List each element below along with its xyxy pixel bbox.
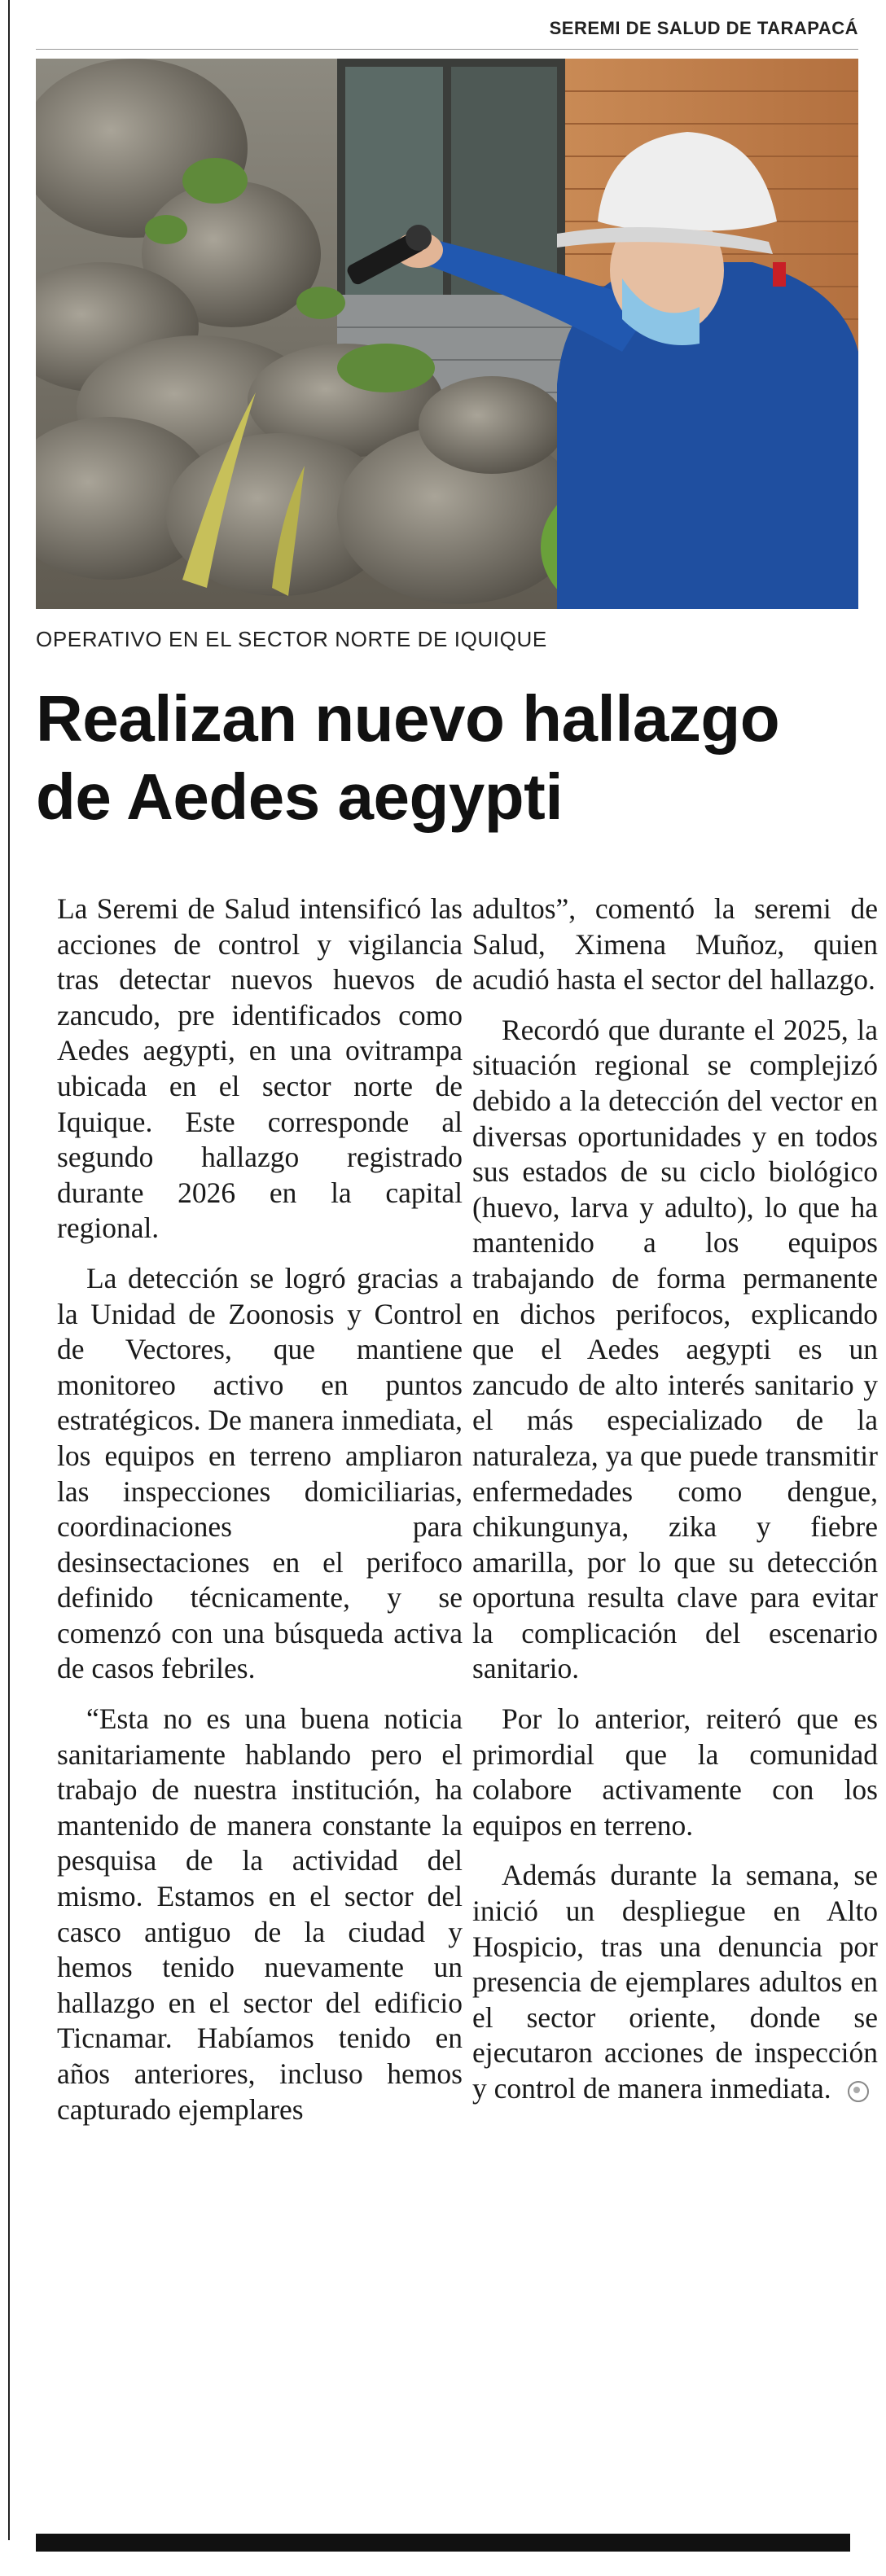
end-of-article-icon xyxy=(848,2081,869,2102)
paragraph: Recordó que durante el 2025, la situación regional se complejizó debido a la detección del vector en diversas oportunidades y en todos sus estados de su ciclo biológico (huevo, larva y adulto), lo que ha mantenido a los equipos trabajando de forma permanente en dichos perifocos, explicando que el Aedes aegypti es un zancudo de alto interés sanitario y el más especializado de la naturaleza, ya que puede transmitir enfermedades como dengue, chikungunya, zika y fiebre amarilla, por lo que su detección oportuna resulta clave para evitar la complicación del escenario sanitario. xyxy=(472,1013,878,1685)
headline xyxy=(36,680,858,836)
body-column-right xyxy=(472,892,878,2122)
body-column-left xyxy=(57,892,463,2142)
bottom-rule xyxy=(36,2534,850,2552)
headline-line-1: Realizan nuevo hallazgo xyxy=(36,682,780,755)
paragraph: La detección se logró gracias a la Unidad de Zoonosis y Control de Vectores, que mantiene monitoreo activo en puntos estratégicos. De manera inmediata, los equipos en terreno ampliaron las inspecciones domiciliarias, coordinaciones para desinsectaciones en el perifoco definido técnicamente, y se comenzó con una búsqueda activa de casos febriles. xyxy=(57,1261,463,1685)
article-photo xyxy=(36,59,858,609)
paragraph: La Seremi de Salud intensificó las acciones de control y vigilancia tras detectar nuevos huevos de zancudo, pre identificados como Aedes aegypti, en una ovitrampa ubicada en el sector norte de Iquique. Este corresponde al segundo hallazgo registrado durante 2026 en la capital regional. xyxy=(57,892,463,1245)
headline-line-2: de Aedes aegypti xyxy=(36,760,564,833)
margin-rule xyxy=(8,0,10,2540)
header-divider xyxy=(36,49,858,50)
paragraph: Por lo anterior, reiteró que es primordial que la comunidad colabore activamente con los equipos en terreno. xyxy=(472,1702,878,1842)
paragraph-last xyxy=(472,1858,878,2106)
source-label: SEREMI DE SALUD DE TARAPACÁ xyxy=(549,18,858,38)
paragraph: “Esta no es una buena noticia sanitariamente hablando pero el trabajo de nuestra institución, ha mantenido de manera constante la pesquisa de la actividad del mismo. Estamos en el sector del casco antiguo de la ciudad y hemos tenido nuevamente un hallazgo en el sector del edificio Ticnamar. Habíamos tenido en años anteriores, incluso hemos capturado ejemplares xyxy=(57,1702,463,2126)
paragraph: adultos”, comentó la seremi de Salud, Ximena Muñoz, quien acudió hasta el sector del hallazgo. xyxy=(472,892,878,997)
paragraph-text: Además durante la semana, se inició un despliegue en Alto Hospicio, tras una denuncia por presencia de ejemplares adultos en el sector oriente, donde se ejecutaron acciones de inspección y control de manera inmediata. xyxy=(472,1859,878,2105)
photo-inspector-with-flashlight-icon xyxy=(36,59,858,609)
photo-caption: OPERATIVO EN EL SECTOR NORTE DE IQUIQUE xyxy=(36,627,547,651)
